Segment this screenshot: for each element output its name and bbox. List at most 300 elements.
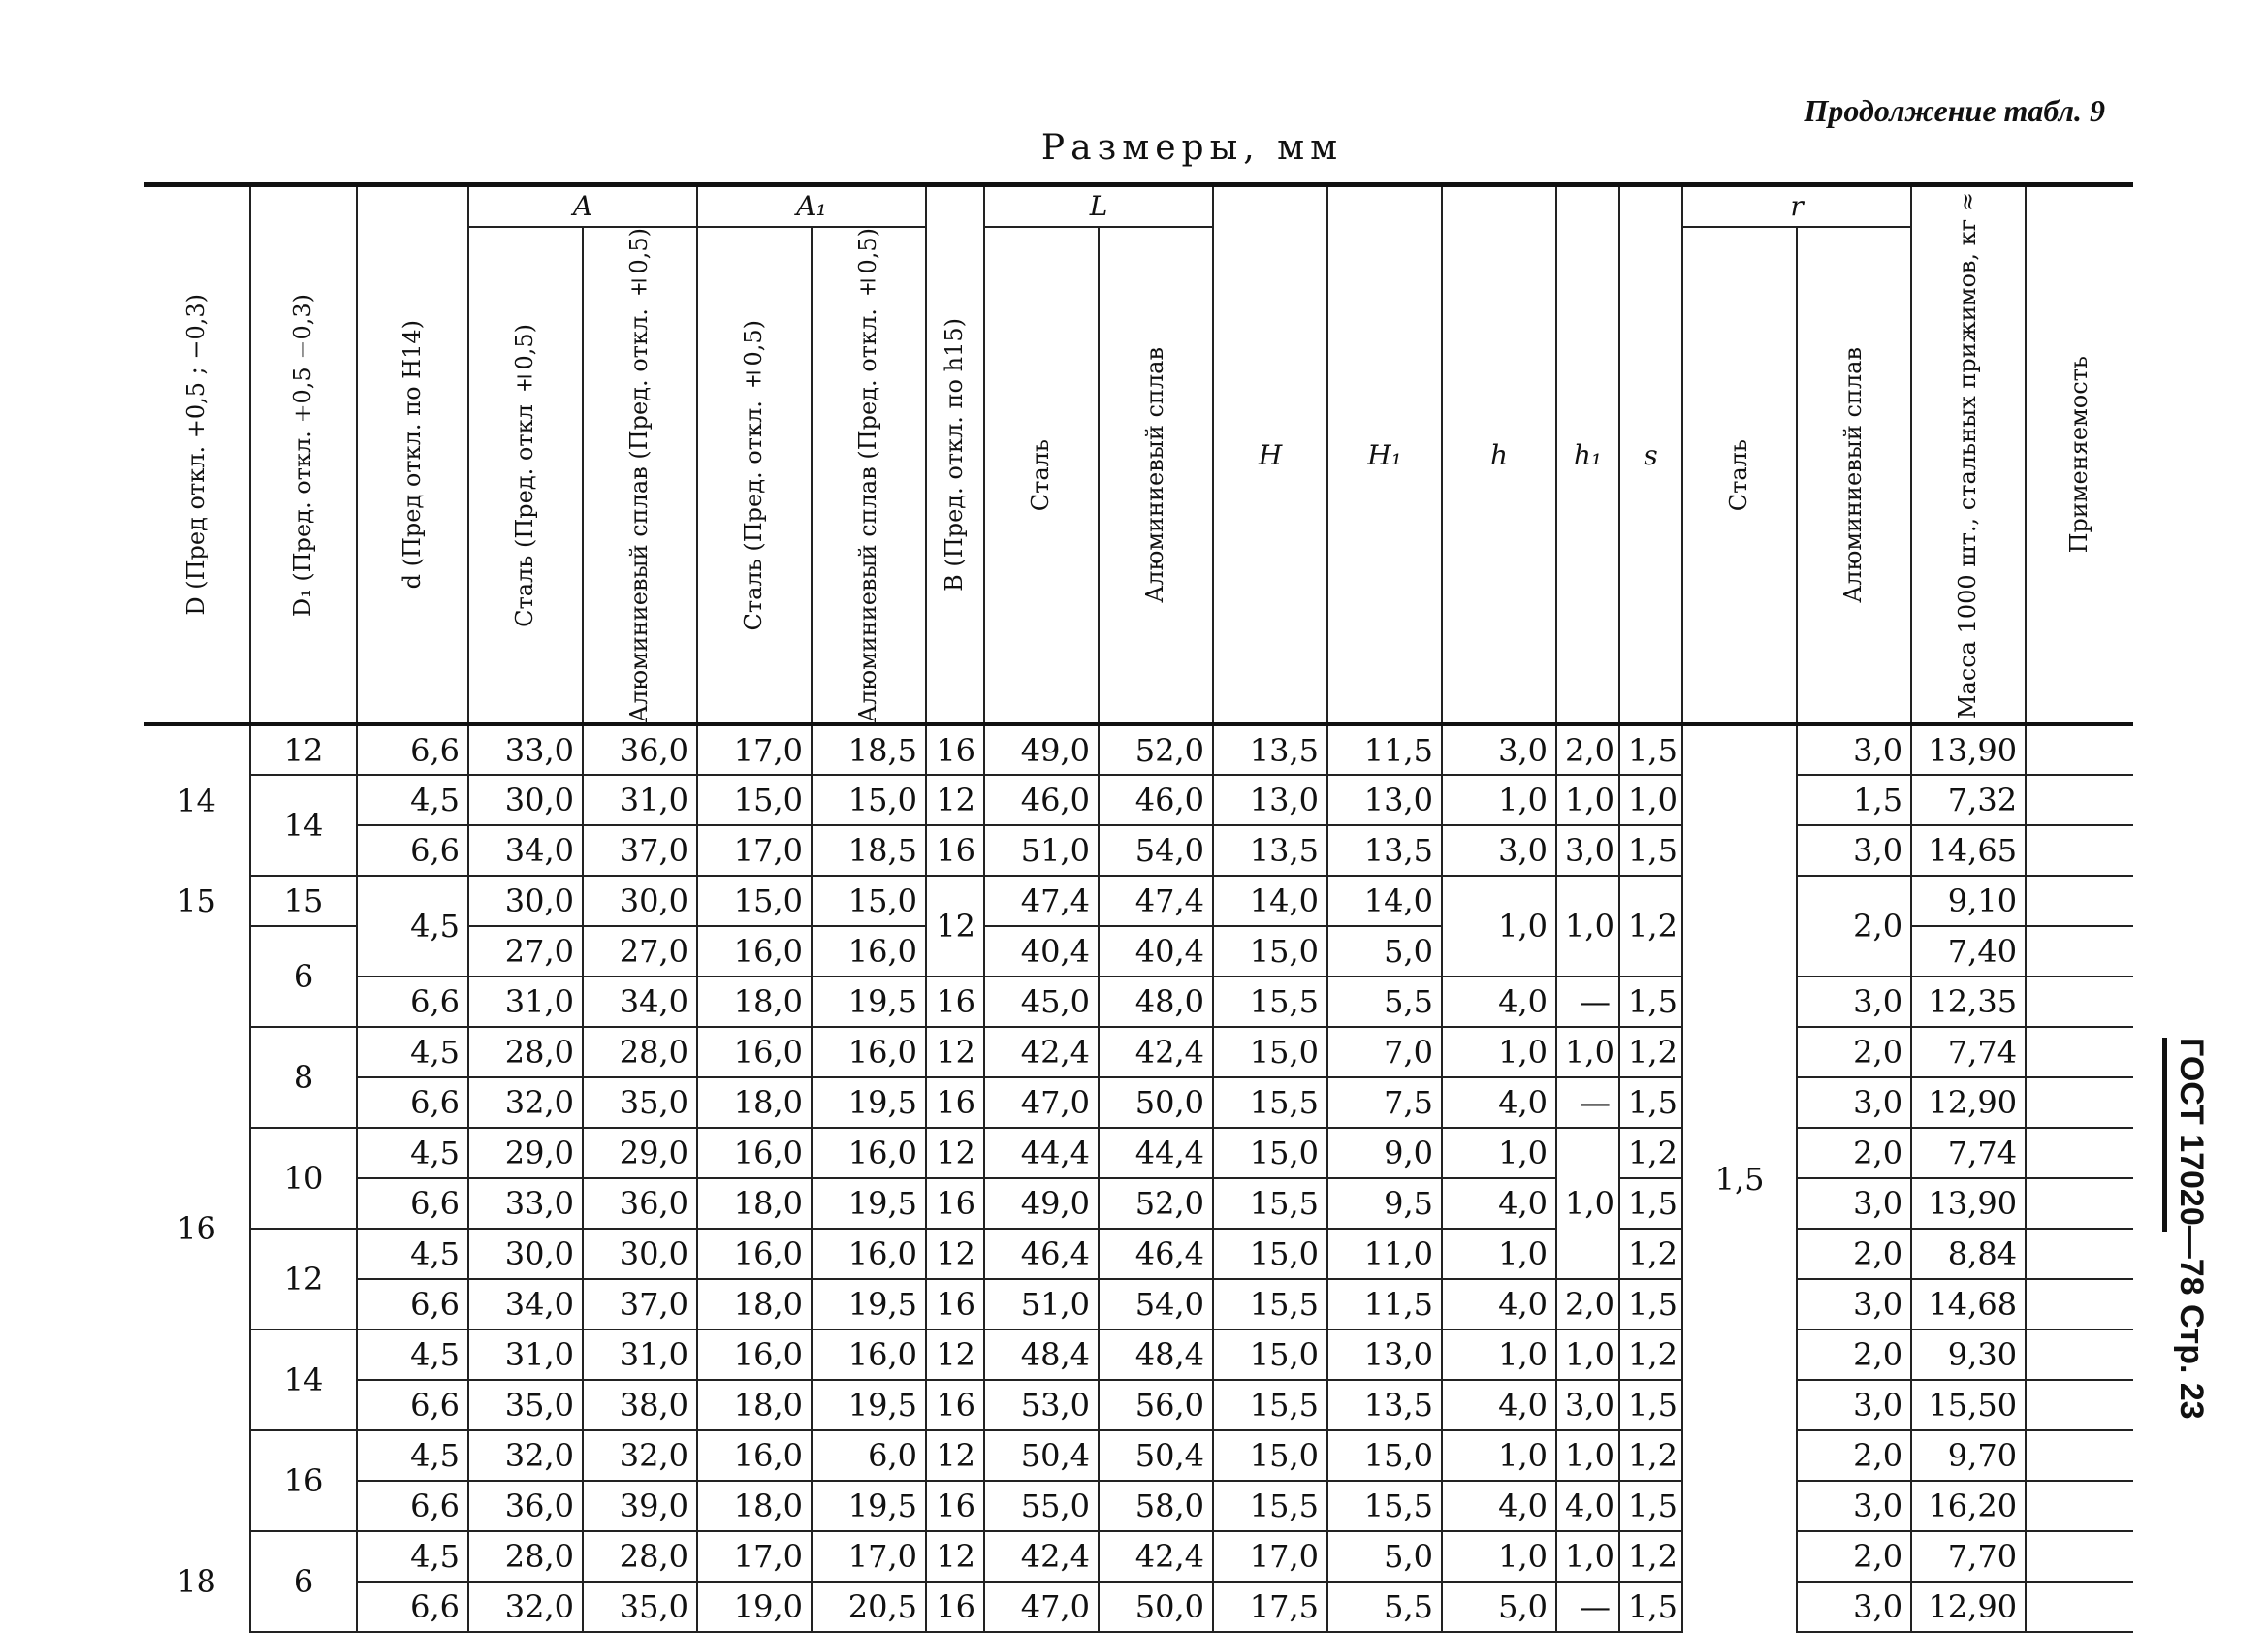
cell-H1: 11,5 [1327, 724, 1442, 775]
cell-A1-steel: 15,0 [697, 775, 812, 825]
header-use: Применяемость [2026, 185, 2133, 725]
cell-A-al: 35,0 [583, 1077, 697, 1128]
cell-mass: 13,90 [1911, 724, 2026, 775]
cell-s: 1,2 [1619, 1027, 1682, 1077]
cell-B: 16 [926, 1077, 984, 1128]
cell-h1: 1,0 [1556, 775, 1619, 825]
cell-mass: 7,74 [1911, 1027, 2026, 1077]
cell-A1-al: 19,5 [812, 1077, 926, 1128]
cell-A1-al: 18,5 [812, 724, 926, 775]
cell-mass: 7,70 [1911, 1531, 2026, 1582]
cell-r-al: 3,0 [1797, 1279, 1911, 1329]
cell-L-al: 40,4 [1099, 926, 1213, 977]
cell-A-al: 35,0 [583, 1582, 697, 1632]
header-B: B (Пред. откл. по h15) [926, 185, 984, 725]
cell-use [2026, 876, 2133, 926]
cell-H1: 9,5 [1327, 1178, 1442, 1229]
cell-L-al: 54,0 [1099, 825, 1213, 876]
cell-H1: 13,5 [1327, 1380, 1442, 1430]
header-H1: H₁ [1327, 185, 1442, 725]
cell-H: 15,0 [1213, 926, 1327, 977]
cell-d: 6,6 [357, 1279, 468, 1329]
cell-A1-al: 15,0 [812, 775, 926, 825]
cell-B: 12 [926, 1128, 984, 1178]
cell-A1-al: 16,0 [812, 1128, 926, 1178]
cell-H: 13,5 [1213, 724, 1327, 775]
cell-A-al: 34,0 [583, 977, 697, 1027]
cell-H: 17,0 [1213, 1531, 1327, 1582]
cell-r-al: 1,5 [1797, 775, 1911, 825]
cell-A1-al: 16,0 [812, 1329, 926, 1380]
cell-use [2026, 724, 2133, 775]
cell-H: 15,5 [1213, 1279, 1327, 1329]
cell-H: 13,0 [1213, 775, 1327, 825]
cell-A-steel: 28,0 [468, 1027, 583, 1077]
cell-H1: 5,0 [1327, 926, 1442, 977]
continuation-label: Продолжение табл. 9 [1804, 93, 2105, 128]
cell-L-al: 46,4 [1099, 1229, 1213, 1279]
cell-L-steel: 47,0 [984, 1077, 1099, 1128]
cell-A-steel: 34,0 [468, 825, 583, 876]
cell-A-al: 37,0 [583, 1279, 697, 1329]
cell-s: 1,5 [1619, 1178, 1682, 1229]
cell-A-al: 28,0 [583, 1027, 697, 1077]
cell-H: 15,0 [1213, 1430, 1327, 1481]
table-row [144, 1178, 2133, 1229]
cell-mass: 14,65 [1911, 825, 2026, 876]
cell-h: 4,0 [1442, 1077, 1556, 1128]
cell-d: 6,6 [357, 1077, 468, 1128]
cell-A-steel: 32,0 [468, 1582, 583, 1632]
cell-r-al: 3,0 [1797, 825, 1911, 876]
cell-B: 16 [926, 1380, 984, 1430]
cell-r-al: 3,0 [1797, 1380, 1911, 1430]
cell-h1: — [1556, 1077, 1619, 1128]
cell-A1-steel: 16,0 [697, 1027, 812, 1077]
header-H: H [1213, 185, 1327, 725]
cell-H1: 7,0 [1327, 1027, 1442, 1077]
cell-A1-al: 19,5 [812, 1279, 926, 1329]
cell-L-steel: 46,4 [984, 1229, 1099, 1279]
cell-r-steel: 1,5 [1682, 724, 1797, 1632]
cell-r-al: 2,0 [1797, 1329, 1911, 1380]
cell-h: 1,0 [1442, 1329, 1556, 1380]
cell-h: 4,0 [1442, 1481, 1556, 1531]
cell-d: 4,5 [357, 1128, 468, 1178]
cell-B: 12 [926, 876, 984, 977]
cell-mass: 14,68 [1911, 1279, 2026, 1329]
cell-d: 6,6 [357, 724, 468, 775]
cell-A-al: 30,0 [583, 876, 697, 926]
cell-r-al: 3,0 [1797, 1178, 1911, 1229]
cell-L-steel: 44,4 [984, 1128, 1099, 1178]
cell-h1: 3,0 [1556, 825, 1619, 876]
cell-A-al: 31,0 [583, 1329, 697, 1380]
table-row [144, 1027, 2133, 1077]
cell-d: 4,5 [357, 1430, 468, 1481]
cell-r-al: 2,0 [1797, 1531, 1911, 1582]
cell-A1-steel: 18,0 [697, 1178, 812, 1229]
cell-L-steel: 46,0 [984, 775, 1099, 825]
table-row [144, 1329, 2133, 1380]
cell-use [2026, 1582, 2133, 1632]
cell-A-steel: 33,0 [468, 1178, 583, 1229]
cell-s: 1,2 [1619, 1531, 1682, 1582]
cell-A-steel: 31,0 [468, 1329, 583, 1380]
cell-L-al: 50,0 [1099, 1582, 1213, 1632]
cell-mass: 12,35 [1911, 977, 2026, 1027]
cell-L-steel: 51,0 [984, 825, 1099, 876]
cell-B: 12 [926, 775, 984, 825]
cell-use [2026, 977, 2133, 1027]
cell-h: 1,0 [1442, 876, 1556, 977]
cell-A1-steel: 18,0 [697, 977, 812, 1027]
cell-s: 1,5 [1619, 1380, 1682, 1430]
cell-A1-steel: 18,0 [697, 1481, 812, 1531]
cell-A1-al: 19,5 [812, 1178, 926, 1229]
cell-A-al: 30,0 [583, 1229, 697, 1279]
cell-use [2026, 1430, 2133, 1481]
cell-A-steel: 33,0 [468, 724, 583, 775]
cell-d: 6,6 [357, 977, 468, 1027]
cell-h: 1,0 [1442, 1128, 1556, 1178]
cell-d: 4,5 [357, 775, 468, 825]
cell-s: 1,5 [1619, 977, 1682, 1027]
cell-d: 4,5 [357, 1329, 468, 1380]
cell-D: 16 [176, 1210, 216, 1248]
cell-h: 4,0 [1442, 1380, 1556, 1430]
cell-A-al: 39,0 [583, 1481, 697, 1531]
cell-r-al: 3,0 [1797, 977, 1911, 1027]
cell-h1: 3,0 [1556, 1380, 1619, 1430]
cell-A1-steel: 16,0 [697, 1229, 812, 1279]
cell-L-al: 54,0 [1099, 1279, 1213, 1329]
cell-r-al: 2,0 [1797, 1430, 1911, 1481]
cell-L-al: 56,0 [1099, 1380, 1213, 1430]
table-caption: Размеры, мм [1040, 128, 1344, 168]
cell-H: 15,0 [1213, 1027, 1327, 1077]
cell-L-al: 42,4 [1099, 1027, 1213, 1077]
cell-H1: 13,0 [1327, 1329, 1442, 1380]
header-L-steel: Сталь [984, 227, 1099, 724]
cell-h: 4,0 [1442, 1279, 1556, 1329]
standard-page-label: ГОСТ 17020—78 Стр. 23 [2173, 1038, 2210, 1420]
cell-mass: 7,32 [1911, 775, 2026, 825]
cell-B: 16 [926, 1481, 984, 1531]
cell-A-al: 32,0 [583, 1430, 697, 1481]
cell-A1-steel: 18,0 [697, 1380, 812, 1430]
table-body [144, 724, 2133, 1632]
cell-A1-al: 19,5 [812, 1380, 926, 1430]
cell-A-steel: 32,0 [468, 1430, 583, 1481]
cell-h1: 1,0 [1556, 1531, 1619, 1582]
cell-A1-steel: 17,0 [697, 1531, 812, 1582]
cell-H1: 11,5 [1327, 1279, 1442, 1329]
cell-H: 15,5 [1213, 977, 1327, 1027]
cell-B: 12 [926, 1531, 984, 1582]
header-A-alloy: Алюминиевый сплав (Пред. откл. ±0,5) [583, 227, 697, 724]
cell-use [2026, 1531, 2133, 1582]
cell-h: 1,0 [1442, 1430, 1556, 1481]
cell-d: 6,6 [357, 1582, 468, 1632]
cell-A1-al: 16,0 [812, 926, 926, 977]
cell-h1: 2,0 [1556, 1279, 1619, 1329]
cell-B: 16 [926, 1279, 984, 1329]
cell-L-steel: 49,0 [984, 724, 1099, 775]
table-row [144, 1380, 2133, 1430]
cell-H1: 5,0 [1327, 1531, 1442, 1582]
cell-s: 1,2 [1619, 1229, 1682, 1279]
cell-H1: 9,0 [1327, 1128, 1442, 1178]
table-row [144, 1531, 2133, 1582]
cell-s: 1,2 [1619, 1329, 1682, 1380]
cell-L-steel: 42,4 [984, 1027, 1099, 1077]
cell-d: 4,5 [357, 876, 468, 977]
cell-r-al: 2,0 [1797, 876, 1911, 977]
cell-B: 12 [926, 1027, 984, 1077]
cell-r-al: 3,0 [1797, 1582, 1911, 1632]
cell-use [2026, 1329, 2133, 1380]
cell-A-al: 31,0 [583, 775, 697, 825]
cell-B: 16 [926, 724, 984, 775]
header-r-steel: Сталь [1682, 227, 1797, 724]
cell-h: 5,0 [1442, 1582, 1556, 1632]
cell-H: 17,5 [1213, 1582, 1327, 1632]
cell-A1-al: 6,0 [812, 1430, 926, 1481]
cell-A-steel: 32,0 [468, 1077, 583, 1128]
cell-A1-steel: 18,0 [697, 1279, 812, 1329]
header-A1: A₁ [697, 185, 926, 228]
cell-s: 1,2 [1619, 1430, 1682, 1481]
cell-H: 15,5 [1213, 1077, 1327, 1128]
cell-A-al: 36,0 [583, 724, 697, 775]
cell-use [2026, 1027, 2133, 1077]
cell-D: 14 [176, 783, 216, 820]
table-row [144, 775, 2133, 825]
header-D: D (Пред откл. +0,5 ; −0,3) [181, 294, 209, 616]
cell-A-al: 38,0 [583, 1380, 697, 1430]
cell-D1: 8 [250, 1027, 357, 1128]
cell-A-steel: 28,0 [468, 1531, 583, 1582]
cell-H1: 11,0 [1327, 1229, 1442, 1279]
cell-A1-steel: 17,0 [697, 825, 812, 876]
cell-d: 6,6 [357, 1380, 468, 1430]
cell-L-steel: 45,0 [984, 977, 1099, 1027]
cell-h1: — [1556, 1582, 1619, 1632]
cell-L-al: 42,4 [1099, 1531, 1213, 1582]
header-d: d (Пред откл. по H14) [357, 185, 468, 725]
cell-h: 1,0 [1442, 1027, 1556, 1077]
cell-A1-al: 16,0 [812, 1229, 926, 1279]
cell-mass: 16,20 [1911, 1481, 2026, 1531]
cell-mass: 12,90 [1911, 1582, 2026, 1632]
cell-d: 4,5 [357, 1531, 468, 1582]
cell-mass: 7,74 [1911, 1128, 2026, 1178]
cell-h1: 1,0 [1556, 1027, 1619, 1077]
header-mass: Масса 1000 шт., стальных прижимов, кг ≈ [1911, 185, 2026, 725]
header-D1: D₁ (Пред. откл. +0,5 −0,3) [250, 185, 357, 725]
header-r: r [1682, 185, 1911, 228]
cell-L-al: 47,4 [1099, 876, 1213, 926]
table-row [144, 1582, 2133, 1632]
cell-A1-steel: 16,0 [697, 1329, 812, 1380]
cell-h: 3,0 [1442, 724, 1556, 775]
cell-H: 15,0 [1213, 1128, 1327, 1178]
dimensions-table [144, 182, 2133, 1633]
table-row [144, 1128, 2133, 1178]
cell-use [2026, 825, 2133, 876]
cell-H1: 13,0 [1327, 775, 1442, 825]
cell-h: 1,0 [1442, 775, 1556, 825]
cell-use [2026, 1128, 2133, 1178]
cell-L-al: 58,0 [1099, 1481, 1213, 1531]
cell-s: 1,5 [1619, 1481, 1682, 1531]
cell-A-steel: 36,0 [468, 1481, 583, 1531]
cell-A1-al: 16,0 [812, 1027, 926, 1077]
cell-r-al: 3,0 [1797, 1077, 1911, 1128]
cell-A1-steel: 17,0 [697, 724, 812, 775]
cell-D: 18 [176, 1563, 216, 1601]
cell-h1: 1,0 [1556, 1329, 1619, 1380]
cell-r-al: 3,0 [1797, 724, 1911, 775]
cell-H1: 5,5 [1327, 1582, 1442, 1632]
cell-s: 1,2 [1619, 1128, 1682, 1178]
table-row [144, 1430, 2133, 1481]
cell-H1: 14,0 [1327, 876, 1442, 926]
cell-h1: 2,0 [1556, 724, 1619, 775]
cell-h: 1,0 [1442, 1229, 1556, 1279]
cell-A-steel: 35,0 [468, 1380, 583, 1430]
cell-h: 4,0 [1442, 1178, 1556, 1229]
cell-B: 12 [926, 1430, 984, 1481]
cell-d: 4,5 [357, 1229, 468, 1279]
cell-H: 15,0 [1213, 1229, 1327, 1279]
cell-d: 6,6 [357, 825, 468, 876]
cell-B: 16 [926, 1582, 984, 1632]
cell-D1: 12 [250, 1229, 357, 1329]
cell-A1-steel: 16,0 [697, 926, 812, 977]
cell-h1: 1,0 [1556, 876, 1619, 977]
cell-r-al: 3,0 [1797, 1481, 1911, 1531]
cell-A1-al: 18,5 [812, 825, 926, 876]
cell-h1: 4,0 [1556, 1481, 1619, 1531]
cell-H: 15,5 [1213, 1481, 1327, 1531]
cell-use [2026, 1481, 2133, 1531]
cell-L-steel: 47,4 [984, 876, 1099, 926]
cell-D1: 6 [250, 926, 357, 1027]
cell-L-al: 50,0 [1099, 1077, 1213, 1128]
cell-A-al: 36,0 [583, 1178, 697, 1229]
cell-D1: 16 [250, 1430, 357, 1531]
cell-use [2026, 1178, 2133, 1229]
cell-use [2026, 1077, 2133, 1128]
cell-A1-steel: 19,0 [697, 1582, 812, 1632]
cell-A1-al: 19,5 [812, 977, 926, 1027]
cell-A-steel: 30,0 [468, 1229, 583, 1279]
cell-D1: 10 [250, 1128, 357, 1229]
table-row [144, 724, 2133, 775]
cell-A-steel: 27,0 [468, 926, 583, 977]
cell-h: 1,0 [1442, 1531, 1556, 1582]
cell-D1: 15 [250, 876, 357, 926]
header-A-steel: Сталь (Пред. откл ±0,5) [468, 227, 583, 724]
header-r-alloy: Алюминиевый сплав [1797, 227, 1911, 724]
cell-H: 15,0 [1213, 1329, 1327, 1380]
cell-use [2026, 775, 2133, 825]
cell-use [2026, 1380, 2133, 1430]
cell-B: 16 [926, 1178, 984, 1229]
cell-A1-steel: 15,0 [697, 876, 812, 926]
cell-L-steel: 47,0 [984, 1582, 1099, 1632]
table-row [144, 1279, 2133, 1329]
cell-A-steel: 34,0 [468, 1279, 583, 1329]
header-A: A [468, 185, 697, 228]
cell-r-al: 2,0 [1797, 1128, 1911, 1178]
cell-D: 15 [176, 882, 216, 920]
cell-D1: 6 [250, 1531, 357, 1632]
cell-s: 1,0 [1619, 775, 1682, 825]
cell-L-steel: 49,0 [984, 1178, 1099, 1229]
cell-H1: 13,5 [1327, 825, 1442, 876]
cell-H: 14,0 [1213, 876, 1327, 926]
cell-s: 1,5 [1619, 825, 1682, 876]
cell-use [2026, 1279, 2133, 1329]
cell-L-al: 50,4 [1099, 1430, 1213, 1481]
cell-h1: — [1556, 977, 1619, 1027]
cell-H1: 15,0 [1327, 1430, 1442, 1481]
header-A1-alloy: Алюминиевый сплав (Пред. откл. ±0,5) [812, 227, 926, 724]
table-row [144, 825, 2133, 876]
cell-s: 1,5 [1619, 1279, 1682, 1329]
cell-D1: 14 [250, 1329, 357, 1430]
cell-B: 12 [926, 1229, 984, 1279]
cell-mass: 15,50 [1911, 1380, 2026, 1430]
cell-d: 4,5 [357, 1027, 468, 1077]
cell-H: 15,5 [1213, 1178, 1327, 1229]
cell-B: 12 [926, 1329, 984, 1380]
table-row [144, 977, 2133, 1027]
cell-L-al: 52,0 [1099, 1178, 1213, 1229]
cell-A1-al: 20,5 [812, 1582, 926, 1632]
cell-A1-al: 15,0 [812, 876, 926, 926]
cell-H: 15,5 [1213, 1380, 1327, 1430]
cell-use [2026, 1229, 2133, 1279]
cell-A-steel: 31,0 [468, 977, 583, 1027]
cell-s: 1,5 [1619, 1582, 1682, 1632]
table-row [144, 876, 2133, 926]
cell-s: 1,2 [1619, 876, 1682, 977]
cell-s: 1,5 [1619, 1077, 1682, 1128]
cell-r-al: 2,0 [1797, 1229, 1911, 1279]
cell-L-al: 52,0 [1099, 724, 1213, 775]
cell-L-steel: 50,4 [984, 1430, 1099, 1481]
header-s: s [1619, 185, 1682, 725]
table-header [144, 185, 2133, 725]
cell-H1: 7,5 [1327, 1077, 1442, 1128]
cell-mass: 8,84 [1911, 1229, 2026, 1279]
cell-L-steel: 55,0 [984, 1481, 1099, 1531]
cell-L-al: 48,0 [1099, 977, 1213, 1027]
cell-A1-steel: 16,0 [697, 1430, 812, 1481]
header-L-alloy: Алюминиевый сплав [1099, 227, 1213, 724]
cell-L-steel: 42,4 [984, 1531, 1099, 1582]
cell-A-steel: 29,0 [468, 1128, 583, 1178]
cell-A1-al: 19,5 [812, 1481, 926, 1531]
cell-mass: 13,90 [1911, 1178, 2026, 1229]
cell-A1-al: 17,0 [812, 1531, 926, 1582]
table-row [144, 1077, 2133, 1128]
cell-D1: 12 [250, 724, 357, 775]
